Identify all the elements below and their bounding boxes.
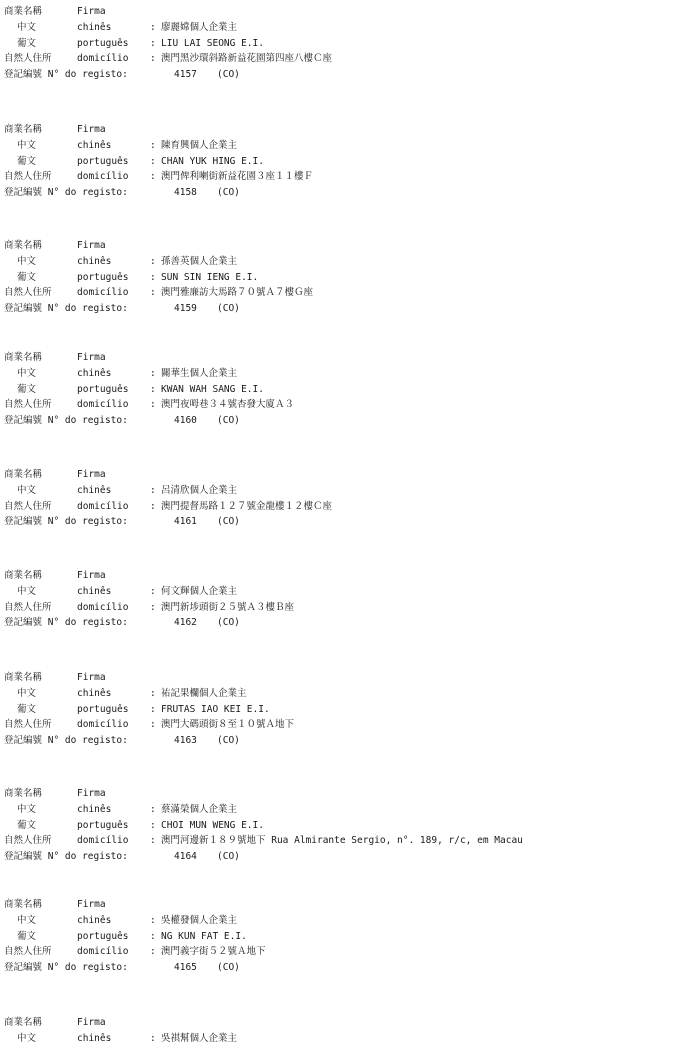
registry-number: 4160 bbox=[174, 415, 197, 427]
separator-colon: : bbox=[150, 946, 156, 958]
chinese-label-zh: 中文 bbox=[17, 585, 37, 597]
registry-label-pt: N° do registo: bbox=[47, 303, 128, 315]
chinese-name-line bbox=[4, 138, 694, 154]
separator-colon: : bbox=[150, 287, 156, 299]
separator-colon: : bbox=[150, 53, 156, 65]
chinese-name-line bbox=[4, 483, 694, 499]
registry-label-zh: 登記編號 bbox=[4, 303, 43, 315]
firm-label-pt: Firma bbox=[77, 352, 106, 363]
firm-label-zh: 商業名稱 bbox=[4, 1017, 43, 1028]
separator-colon: : bbox=[150, 383, 156, 395]
chinese-name-value: 蔡滿榮個人企業主 bbox=[161, 803, 238, 815]
portuguese-label-pt: português bbox=[77, 37, 129, 49]
chinese-label-pt: chinês bbox=[77, 585, 112, 597]
firm-label-zh: 商業名稱 bbox=[4, 6, 43, 17]
registry-label bbox=[4, 67, 128, 83]
chinese-label-zh: 中文 bbox=[17, 139, 37, 151]
firm-header-line bbox=[4, 670, 694, 686]
chinese-name-value: 陳育興個人企業主 bbox=[161, 139, 238, 151]
domicile-value: 澳門新埗頭街２５號Ａ３樓Ｂ座 bbox=[161, 601, 295, 613]
domicile-value: 澳門夜呣巷３４號杏發大廈Ａ３ bbox=[161, 399, 295, 411]
registry-entry bbox=[4, 4, 694, 83]
registry-label-pt: N° do registo: bbox=[47, 962, 128, 974]
domicile-label-pt: domicílio bbox=[77, 171, 129, 183]
registry-label-pt: N° do registo: bbox=[47, 735, 128, 747]
registry-entry bbox=[4, 122, 694, 201]
domicile-label-pt: domicílio bbox=[77, 53, 129, 65]
chinese-name-value: 吳祺幫個人企業主 bbox=[161, 1032, 238, 1044]
chinese-name-value: 何文輝個人企業主 bbox=[161, 585, 238, 597]
registry-entry bbox=[4, 350, 694, 429]
domicile-value: 澳門義字街５２號Ａ地下 bbox=[161, 946, 266, 958]
registry-label-zh: 登記編號 bbox=[4, 69, 43, 81]
chinese-label-zh: 中文 bbox=[17, 1032, 37, 1044]
registry-label-zh: 登記編號 bbox=[4, 735, 43, 747]
registry-code: (CO) bbox=[217, 962, 240, 974]
separator-colon: : bbox=[150, 271, 156, 283]
firm-header-line bbox=[4, 122, 694, 138]
separator-colon: : bbox=[150, 687, 156, 699]
domicile-line bbox=[4, 397, 694, 413]
domicile-line bbox=[4, 499, 694, 515]
portuguese-name-value: KWAN WAH SANG E.I. bbox=[161, 383, 264, 395]
registry-label bbox=[4, 615, 128, 631]
registry-entry bbox=[4, 467, 694, 530]
portuguese-name-value: CHOI MUN WENG E.I. bbox=[161, 819, 264, 831]
portuguese-label-zh: 葡文 bbox=[17, 930, 37, 942]
domicile-label-pt: domicílio bbox=[77, 835, 129, 847]
registry-code: (CO) bbox=[217, 415, 240, 427]
portuguese-name-line bbox=[4, 818, 694, 834]
chinese-label-pt: chinês bbox=[77, 687, 112, 699]
domicile-value: 澳門雅廉訪大馬路７０號Ａ７樓Ｇ座 bbox=[161, 287, 314, 299]
separator-colon: : bbox=[150, 21, 156, 33]
domicile-line bbox=[4, 285, 694, 301]
domicile-label-pt: domicílio bbox=[77, 946, 129, 958]
portuguese-label-pt: português bbox=[77, 271, 129, 283]
firm-header-line bbox=[4, 897, 694, 913]
firm-label-zh: 商業名稱 bbox=[4, 124, 43, 135]
firm-label-pt: Firma bbox=[77, 1017, 106, 1028]
registry-label-pt: N° do registo: bbox=[47, 516, 128, 528]
registry-label-pt: N° do registo: bbox=[47, 415, 128, 427]
registry-number-line bbox=[4, 514, 694, 530]
chinese-label-pt: chinês bbox=[77, 803, 112, 815]
chinese-label-zh: 中文 bbox=[17, 255, 37, 267]
portuguese-label-zh: 葡文 bbox=[17, 155, 37, 167]
registry-code: (CO) bbox=[217, 735, 240, 747]
chinese-name-value: 孫善英個人企業主 bbox=[161, 255, 238, 267]
registry-label bbox=[4, 733, 128, 749]
separator-colon: : bbox=[150, 399, 156, 411]
registry-number: 4159 bbox=[174, 303, 197, 315]
domicile-line bbox=[4, 51, 694, 67]
registry-number-line bbox=[4, 413, 694, 429]
chinese-name-value: 廖麗嫦個人企業主 bbox=[161, 21, 238, 33]
portuguese-name-line bbox=[4, 929, 694, 945]
firm-label-pt: Firma bbox=[77, 469, 106, 480]
portuguese-label-zh: 葡文 bbox=[17, 37, 37, 49]
chinese-name-value: 呂清欣個人企業主 bbox=[161, 484, 238, 496]
separator-colon: : bbox=[150, 703, 156, 715]
registry-number-line bbox=[4, 67, 694, 83]
portuguese-label-pt: português bbox=[77, 703, 129, 715]
separator-colon: : bbox=[150, 835, 156, 847]
separator-colon: : bbox=[150, 139, 156, 151]
registry-label-zh: 登記編號 bbox=[4, 617, 43, 629]
firm-label-pt: Firma bbox=[77, 672, 106, 683]
separator-colon: : bbox=[150, 255, 156, 267]
firm-header-line bbox=[4, 238, 694, 254]
firm-label-zh: 商業名稱 bbox=[4, 352, 43, 363]
chinese-label-pt: chinês bbox=[77, 1032, 112, 1044]
registry-label bbox=[4, 185, 128, 201]
portuguese-name-line bbox=[4, 270, 694, 286]
registry-label bbox=[4, 301, 128, 317]
portuguese-label-pt: português bbox=[77, 930, 129, 942]
chinese-name-value: 關華生個人企業主 bbox=[161, 367, 238, 379]
firm-label-zh: 商業名稱 bbox=[4, 788, 43, 799]
registry-entry bbox=[4, 568, 694, 631]
registry-label-zh: 登記編號 bbox=[4, 187, 43, 199]
domicile-label-zh: 自然人住所 bbox=[4, 287, 52, 299]
registry-label-pt: N° do registo: bbox=[47, 69, 128, 81]
registry-number-line bbox=[4, 733, 694, 749]
domicile-label-pt: domicílio bbox=[77, 500, 129, 512]
portuguese-label-zh: 葡文 bbox=[17, 383, 37, 395]
registry-code: (CO) bbox=[217, 303, 240, 315]
registry-code: (CO) bbox=[217, 187, 240, 199]
portuguese-name-value: SUN SIN IENG E.I. bbox=[161, 271, 259, 283]
domicile-value: 澳門河邊新１８９號地下 Rua Almirante Sergio, n°. 189, r/c, em Macau bbox=[161, 835, 523, 847]
firm-header-line bbox=[4, 568, 694, 584]
separator-colon: : bbox=[150, 914, 156, 926]
chinese-name-line bbox=[4, 254, 694, 270]
chinese-name-line bbox=[4, 913, 694, 929]
domicile-value: 澳門大碼頭街８至１０號Ａ地下 bbox=[161, 719, 295, 731]
registry-number: 4157 bbox=[174, 69, 197, 81]
firm-label-zh: 商業名稱 bbox=[4, 899, 43, 910]
separator-colon: : bbox=[150, 37, 156, 49]
registry-label-pt: N° do registo: bbox=[47, 187, 128, 199]
portuguese-name-line bbox=[4, 382, 694, 398]
portuguese-name-value: LIU LAI SEONG E.I. bbox=[161, 37, 264, 49]
registry-label-zh: 登記編號 bbox=[4, 516, 43, 528]
separator-colon: : bbox=[150, 819, 156, 831]
registry-number-line bbox=[4, 185, 694, 201]
registry-number: 4165 bbox=[174, 962, 197, 974]
domicile-label-zh: 自然人住所 bbox=[4, 835, 52, 847]
domicile-line bbox=[4, 600, 694, 616]
chinese-label-pt: chinês bbox=[77, 255, 112, 267]
portuguese-label-zh: 葡文 bbox=[17, 819, 37, 831]
registry-code: (CO) bbox=[217, 516, 240, 528]
firm-header-line bbox=[4, 786, 694, 802]
portuguese-name-line bbox=[4, 36, 694, 52]
domicile-label-pt: domicílio bbox=[77, 719, 129, 731]
domicile-label-zh: 自然人住所 bbox=[4, 601, 52, 613]
separator-colon: : bbox=[150, 484, 156, 496]
separator-colon: : bbox=[150, 171, 156, 183]
domicile-label-zh: 自然人住所 bbox=[4, 946, 52, 958]
domicile-line bbox=[4, 944, 694, 960]
separator-colon: : bbox=[150, 719, 156, 731]
chinese-label-pt: chinês bbox=[77, 484, 112, 496]
chinese-label-zh: 中文 bbox=[17, 367, 37, 379]
domicile-label-zh: 自然人住所 bbox=[4, 53, 52, 65]
portuguese-name-line bbox=[4, 154, 694, 170]
firm-header-line bbox=[4, 4, 694, 20]
registry-label bbox=[4, 849, 128, 865]
chinese-label-zh: 中文 bbox=[17, 21, 37, 33]
registry-number: 4163 bbox=[174, 735, 197, 747]
registry-label-zh: 登記編號 bbox=[4, 962, 43, 974]
registry-label bbox=[4, 514, 128, 530]
firm-label-pt: Firma bbox=[77, 570, 106, 581]
separator-colon: : bbox=[150, 585, 156, 597]
portuguese-name-value: NG KUN FAT E.I. bbox=[161, 930, 247, 942]
domicile-value: 澳門提督馬路１２７號金龍樓１２樓Ｃ座 bbox=[161, 500, 333, 512]
firm-label-zh: 商業名稱 bbox=[4, 240, 43, 251]
separator-colon: : bbox=[150, 803, 156, 815]
registry-label-pt: N° do registo: bbox=[47, 851, 128, 863]
separator-colon: : bbox=[150, 155, 156, 167]
separator-colon: : bbox=[150, 500, 156, 512]
registry-label-zh: 登記編號 bbox=[4, 851, 43, 863]
registry-number-line bbox=[4, 849, 694, 865]
registry-number: 4158 bbox=[174, 187, 197, 199]
firm-label-zh: 商業名稱 bbox=[4, 570, 43, 581]
portuguese-label-pt: português bbox=[77, 383, 129, 395]
portuguese-name-line bbox=[4, 702, 694, 718]
domicile-line bbox=[4, 833, 694, 849]
separator-colon: : bbox=[150, 1032, 156, 1044]
chinese-label-pt: chinês bbox=[77, 367, 112, 379]
chinese-label-zh: 中文 bbox=[17, 803, 37, 815]
registry-number: 4161 bbox=[174, 516, 197, 528]
registry-label-pt: N° do registo: bbox=[47, 617, 128, 629]
chinese-label-pt: chinês bbox=[77, 21, 112, 33]
registry-number: 4164 bbox=[174, 851, 197, 863]
chinese-label-zh: 中文 bbox=[17, 484, 37, 496]
registry-entry bbox=[4, 897, 694, 976]
registry-label-zh: 登記編號 bbox=[4, 415, 43, 427]
registry-code: (CO) bbox=[217, 69, 240, 81]
registry-number: 4162 bbox=[174, 617, 197, 629]
registry-entry bbox=[4, 238, 694, 317]
firm-header-line bbox=[4, 350, 694, 366]
registry-entry bbox=[4, 786, 694, 865]
separator-colon: : bbox=[150, 601, 156, 613]
firm-header-line bbox=[4, 1015, 694, 1031]
separator-colon: : bbox=[150, 367, 156, 379]
portuguese-name-value: CHAN YUK HING E.I. bbox=[161, 155, 264, 167]
chinese-label-zh: 中文 bbox=[17, 914, 37, 926]
registry-code: (CO) bbox=[217, 851, 240, 863]
portuguese-label-zh: 葡文 bbox=[17, 703, 37, 715]
chinese-name-line bbox=[4, 686, 694, 702]
domicile-label-zh: 自然人住所 bbox=[4, 500, 52, 512]
registry-entry bbox=[4, 1015, 694, 1047]
chinese-name-value: 祐記果欄個人企業主 bbox=[161, 687, 247, 699]
domicile-label-zh: 自然人住所 bbox=[4, 719, 52, 731]
portuguese-name-value: FRUTAS IAO KEI E.I. bbox=[161, 703, 270, 715]
chinese-label-pt: chinês bbox=[77, 914, 112, 926]
registry-entry bbox=[4, 670, 694, 749]
chinese-name-line bbox=[4, 1031, 694, 1047]
chinese-name-line bbox=[4, 802, 694, 818]
domicile-line bbox=[4, 717, 694, 733]
chinese-name-line bbox=[4, 20, 694, 36]
chinese-name-line bbox=[4, 584, 694, 600]
portuguese-label-zh: 葡文 bbox=[17, 271, 37, 283]
registry-number-line bbox=[4, 960, 694, 976]
registry-number-line bbox=[4, 615, 694, 631]
domicile-label-zh: 自然人住所 bbox=[4, 399, 52, 411]
chinese-label-zh: 中文 bbox=[17, 687, 37, 699]
firm-label-zh: 商業名稱 bbox=[4, 469, 43, 480]
chinese-name-value: 吳權發個人企業主 bbox=[161, 914, 238, 926]
firm-label-pt: Firma bbox=[77, 240, 106, 251]
firm-label-pt: Firma bbox=[77, 788, 106, 799]
domicile-label-pt: domicílio bbox=[77, 601, 129, 613]
portuguese-label-pt: português bbox=[77, 155, 129, 167]
registry-number-line bbox=[4, 301, 694, 317]
firm-label-zh: 商業名稱 bbox=[4, 672, 43, 683]
domicile-label-zh: 自然人住所 bbox=[4, 171, 52, 183]
registry-label bbox=[4, 960, 128, 976]
domicile-value: 澳門黑沙環斜路新益花園第四座八樓Ｃ座 bbox=[161, 53, 333, 65]
chinese-label-pt: chinês bbox=[77, 139, 112, 151]
domicile-value: 澳門俾利喇街新益花園３座１１樓Ｆ bbox=[161, 171, 314, 183]
domicile-label-pt: domicílio bbox=[77, 399, 129, 411]
registry-label bbox=[4, 413, 128, 429]
portuguese-label-pt: português bbox=[77, 819, 129, 831]
registry-code: (CO) bbox=[217, 617, 240, 629]
firm-label-pt: Firma bbox=[77, 899, 106, 910]
domicile-line bbox=[4, 169, 694, 185]
firm-header-line bbox=[4, 467, 694, 483]
domicile-label-pt: domicílio bbox=[77, 287, 129, 299]
chinese-name-line bbox=[4, 366, 694, 382]
firm-label-pt: Firma bbox=[77, 6, 106, 17]
separator-colon: : bbox=[150, 930, 156, 942]
firm-label-pt: Firma bbox=[77, 124, 106, 135]
